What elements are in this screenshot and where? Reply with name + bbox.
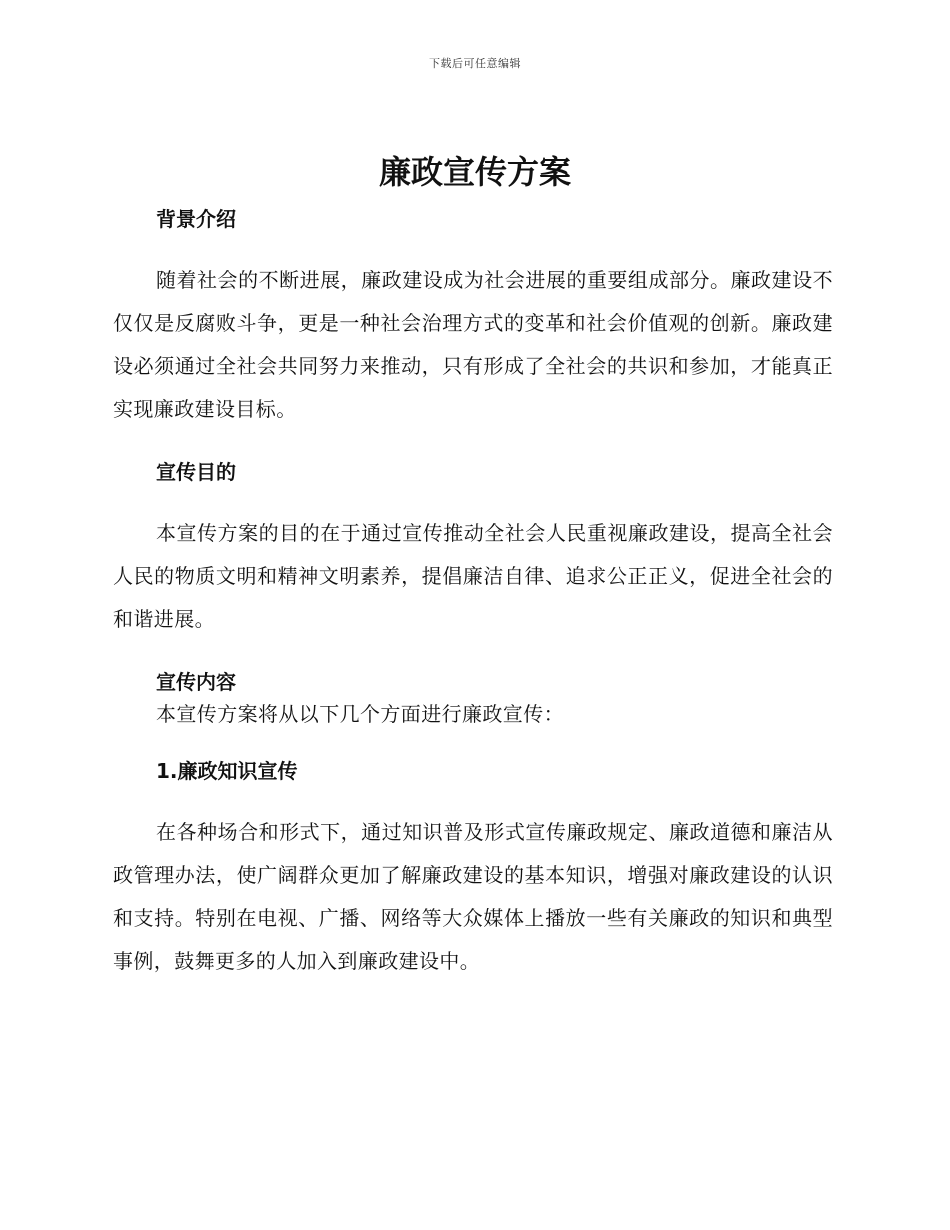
document-body xyxy=(113,203,833,983)
section-heading-knowledge: 1.廉政知识宣传 xyxy=(156,759,298,783)
header-note: 下载后可任意编辑 xyxy=(429,57,521,70)
document-title: 廉政宣传方案 xyxy=(378,153,571,191)
section-heading-background: 背景介绍 xyxy=(156,207,236,231)
section-paragraph-knowledge: 在各种场合和形式下，通过知识普及形式宣传廉政规定、廉政道德和廉洁从政管理办法，使广阔群众更加了解廉政建设的基本知识，增强对廉政建设的认识和支持。特别在电视、广播、网络等大众媒体上播放一些有关廉政的知识和典型事例，鼓舞更多的人加入到廉政建设中。 xyxy=(113,820,833,973)
section-heading-content: 宣传内容 xyxy=(156,670,236,694)
section-paragraph-background: 随着社会的不断进展，廉政建设成为社会进展的重要组成部分。廉政建设不仅仅是反腐败斗争，更是一种社会治理方式的变革和社会价值观的创新。廉政建设必须通过全社会共同努力来推动，只有形成了全社会的共识和参加，才能真正实现廉政建设目标。 xyxy=(113,268,833,421)
section-heading-purpose: 宣传目的 xyxy=(156,460,236,484)
section-paragraph-content: 本宣传方案将从以下几个方面进行廉政宣传： xyxy=(156,702,564,726)
section-paragraph-purpose: 本宣传方案的目的在于通过宣传推动全社会人民重视廉政建设，提高全社会人民的物质文明和精神文明素养，提倡廉洁自律、追求公正正义，促进全社会的和谐进展。 xyxy=(113,521,833,631)
